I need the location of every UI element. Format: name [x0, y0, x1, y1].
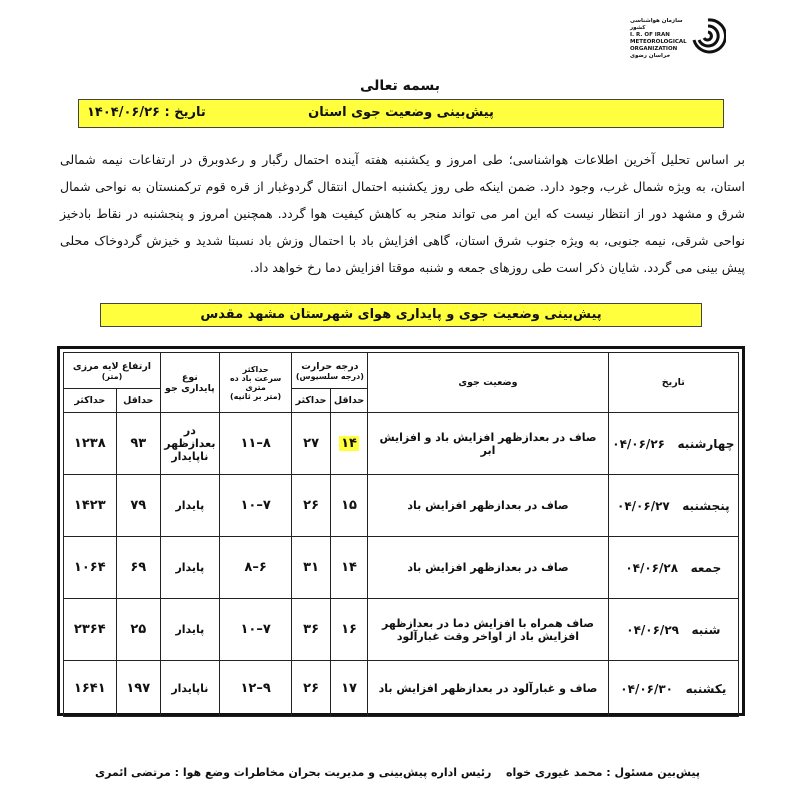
- row-condition: صاف در بعدازظهر افزایش باد: [368, 537, 608, 599]
- row-day: [608, 661, 738, 717]
- header-temp-max: حداکثر: [292, 389, 330, 413]
- row-mix-min: ۶۹: [116, 537, 160, 599]
- header-mix-min: حداقل: [116, 389, 160, 413]
- row-mix-min: ۷۹: [116, 475, 160, 537]
- row-date: ۰۴/۰۶/۳۰: [620, 681, 674, 696]
- forecast-table-frame: [57, 346, 745, 716]
- header-mix-unit: (متر): [101, 371, 123, 381]
- row-temp-min: ۱۴: [330, 537, 368, 599]
- header-temp-label: درجه حرارت: [301, 360, 359, 372]
- header-wind-l3: متری: [245, 382, 266, 392]
- table-title: پیش‌بینی وضعیت جوی و پایداری هوای شهرستان مشهد مقدس: [200, 307, 602, 322]
- table-row: [64, 599, 739, 661]
- header-mixing-height: [64, 353, 161, 389]
- row-stability: ناپایدار: [160, 661, 219, 717]
- row-stability: پایدار: [160, 599, 219, 661]
- forecaster-signature: پیش‌بین مسئول : محمد غیوری خواه: [505, 766, 700, 779]
- header-temp: [292, 353, 368, 389]
- table-title-bar: [100, 303, 702, 327]
- row-temp-min: [330, 413, 368, 475]
- header-stab-l2: پایداری جو: [165, 382, 215, 394]
- day-name: پنجشنبه: [682, 498, 730, 513]
- row-date: ۰۴/۰۶/۲۸: [625, 560, 679, 575]
- logo: [630, 14, 720, 64]
- row-mix-max: ۱۴۲۳: [64, 475, 117, 537]
- row-wind: ۸–۱۱: [219, 413, 292, 475]
- row-temp-max: ۳۱: [292, 537, 330, 599]
- header-date: تاریخ: [608, 353, 738, 413]
- table-row: [64, 413, 739, 475]
- row-mix-min: ۹۳: [116, 413, 160, 475]
- row-condition: صاف همراه با افزایش دما در بعدازظهر افزایش باد از اواخر وقت غبارآلود: [368, 599, 608, 661]
- row-stability: پایدار: [160, 537, 219, 599]
- row-temp-min: ۱۶: [330, 599, 368, 661]
- row-temp-max: ۲۷: [292, 413, 330, 475]
- row-wind: ۷–۱۰: [219, 599, 292, 661]
- day-name: چهارشنبه: [677, 436, 735, 451]
- logo-text: [630, 18, 692, 60]
- day-name: جمعه: [690, 560, 722, 575]
- header-temp-min: حداقل: [330, 389, 368, 413]
- header-condition: وضعیت جوی: [368, 353, 608, 413]
- row-day: [608, 537, 738, 599]
- row-condition: صاف و غبارآلود در بعدازظهر افزایش باد: [368, 661, 608, 717]
- header-temp-unit: (درجه سلسیوس): [295, 371, 364, 381]
- row-mix-max: ۲۳۶۴: [64, 599, 117, 661]
- row-mix-max: ۱۲۳۸: [64, 413, 117, 475]
- row-date: ۰۴/۰۶/۲۷: [617, 498, 670, 513]
- day-name: شنبه: [691, 622, 721, 637]
- logo-text-line: خراسان رضوی: [630, 53, 671, 59]
- row-date: ۰۴/۰۶/۲۹: [626, 622, 679, 637]
- logo-text-line: METEOROLOGICAL: [630, 39, 687, 45]
- row-condition: صاف در بعدازظهر افزایش باد: [368, 475, 608, 537]
- row-wind: ۷–۱۰: [219, 475, 292, 537]
- title-bar: [78, 99, 724, 128]
- header-wind-l2: سرعت باد ده: [229, 373, 282, 383]
- header-wind: [219, 353, 292, 413]
- logo-text-line: ORGANIZATION: [630, 46, 678, 52]
- basmala: بسمه تعالی: [359, 78, 441, 94]
- logo-text-line: I. R. OF IRAN: [630, 32, 670, 38]
- meteorological-org-emblem-icon: [690, 16, 726, 60]
- row-mix-min: ۱۹۷: [116, 661, 160, 717]
- day-name: یکشنبه: [685, 681, 727, 696]
- highlighted-value: ۱۴: [341, 436, 357, 451]
- header-mix-label: ارتفاع لایه مرزی: [72, 360, 152, 372]
- row-temp-max: ۳۶: [292, 599, 330, 661]
- header-stab-l1: نوع: [181, 371, 198, 383]
- row-stability: پایدار: [160, 475, 219, 537]
- row-mix-max: ۱۰۶۴: [64, 537, 117, 599]
- header-mix-max: حداکثر: [64, 389, 117, 413]
- table-row: [64, 537, 739, 599]
- row-mix-min: ۲۵: [116, 599, 160, 661]
- logo-text-line: سازمان هواشناسی کشور: [630, 18, 683, 31]
- forecast-table: [63, 352, 739, 717]
- row-wind: ۹–۱۲: [219, 661, 292, 717]
- row-day: [608, 475, 738, 537]
- row-wind: ۶–۸: [219, 537, 292, 599]
- row-day: [608, 413, 738, 475]
- row-temp-min: ۱۷: [330, 661, 368, 717]
- head-signature: رئیس اداره پیش‌بینی و مدیریت بحران مخاطرات وضع هوا : مرتضی ائمری: [95, 766, 492, 779]
- table-row: [64, 661, 739, 717]
- row-date: ۰۴/۰۶/۲۶: [612, 436, 665, 451]
- row-mix-max: ۱۶۴۱: [64, 661, 117, 717]
- header-wind-unit: (متر بر ثانیه): [230, 391, 282, 401]
- row-temp-max: ۲۶: [292, 475, 330, 537]
- row-temp-max: ۲۶: [292, 661, 330, 717]
- header-wind-l1: حداکثر: [242, 364, 269, 374]
- row-day: [608, 599, 738, 661]
- table-row: [64, 475, 739, 537]
- row-condition: صاف در بعدازظهر افزایش باد و افزایش ابر: [368, 413, 608, 475]
- forecast-paragraph: بر اساس تحلیل آخرین اطلاعات هواشناسی؛ طی امروز و یکشنبه هفته آینده احتمال رگبار و رعدوبرق در ارتفاعات نیمه شمالی استان، به ویژه شمال غرب، وجود دارد. ضمن اینکه طی روز یکشنبه احتمال انتقال گردوغبار از قره قوم ترکمنستان به نواحی شمال شرق و مشهد دور از انتظار نیست که این امر می تواند منجر به کاهش کیفیت هوا گردد. همچنین امروز و پنجشنبه در نقاط بادخیز نواحی شرقی، نیمه جنوبی، به ویژه جنوب شرق استان، گاهی افزایش باد با احتمال وزش باد نسبتا شدید و خیزش گردوخاک محلی پیش بینی می گردد. شایان ذکر است طی روزهای جمعه و شنبه موقتا افزایش دما رخ خواهد داد.: [60, 152, 745, 275]
- header-stability: [160, 353, 219, 413]
- report-date: تاریخ : ۱۴۰۴/۰۶/۲۶: [87, 105, 206, 120]
- row-temp-min: ۱۵: [330, 475, 368, 537]
- page-title: پیش‌بینی وضعیت جوی استان: [308, 105, 494, 120]
- row-stability: در بعدازظهر ناپایدار: [160, 413, 219, 475]
